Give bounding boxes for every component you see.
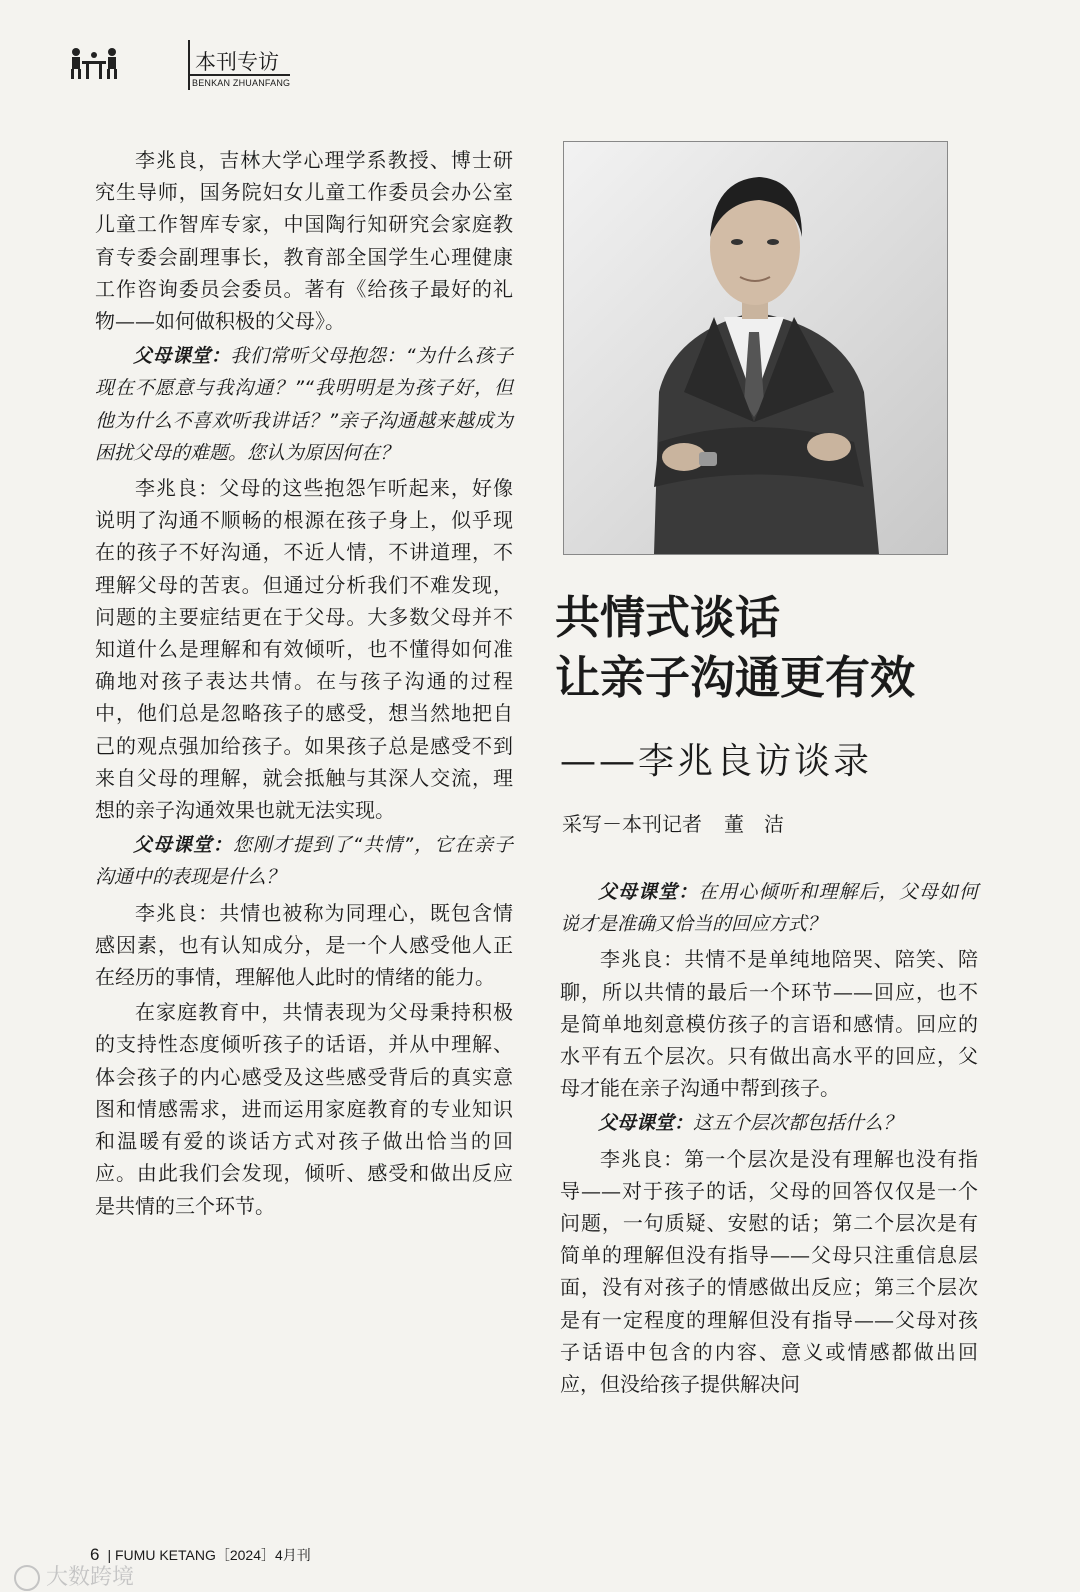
- header-divider: [188, 40, 190, 90]
- watermark-text: 大数跨境: [46, 1565, 135, 1590]
- question-text: 我们常听父母抱怨：“为什么孩子现在不愿意与我沟通？”“我明明是为孩子好，但他为什么不喜欢听我讲话？”亲子沟通越来越成为困扰父母的难题。您认为原因何在？: [95, 345, 513, 464]
- watermark: [14, 1560, 134, 1591]
- answer-text: 共情也被称为同理心，既包含情感因素，也有认知成分，是一个人感受他人正在经历的事情，理解他人此时的情绪的能力。: [95, 900, 514, 990]
- answer-1: [95, 472, 513, 826]
- byline-name: 董 洁: [724, 812, 784, 836]
- right-column: [560, 876, 978, 1403]
- article-title: [555, 588, 1015, 708]
- question-2: [95, 829, 513, 893]
- left-column: [95, 144, 513, 1225]
- question-4: [560, 1107, 978, 1139]
- answer-4: [560, 1143, 978, 1401]
- answer-text: 共情不是单纯地陪哭、陪笑、陪聊，所以共情的最后一个环节——回应，也不是简单地刻意模仿孩子的言语和感情。回应的水平有五个层次。只有做出高水平的回应，父母才能在亲子沟通中帮到孩子。: [560, 947, 979, 1101]
- answer-2: [95, 897, 513, 994]
- question-text: 您刚才提到了“共情”，它在亲子沟通中的表现是什么？: [95, 834, 513, 889]
- question-label: 父母课堂：: [133, 345, 231, 368]
- question-label: 父母课堂：: [598, 1112, 694, 1135]
- portrait-illustration: [564, 142, 947, 554]
- answer-label: 李兆良：: [600, 1146, 685, 1171]
- family-table-logo-icon: [68, 46, 120, 80]
- family-education-paragraph: 在家庭教育中，共情表现为父母秉持积极的支持性态度倾听孩子的话语，并从中理解、体会孩子的内心感受及这些感受背后的真实意图和情感需求，进而运用家庭教育的专业知识和温暖有爱的谈话方式对孩子做出恰当的回应。由此我们会发现，倾听、感受和做出反应是共情的三个环节。: [95, 1000, 513, 1218]
- title-line-1: 共情式谈话: [555, 591, 781, 644]
- header-underline: [190, 74, 290, 76]
- byline-label: 采写－本刊记者: [562, 812, 702, 836]
- answer-text: 第一个层次是没有理解也没有指导——对于孩子的话，父母的回答仅仅是一个问题，一句质疑、安慰的话；第二个层次是有简单的理解但没有指导——父母只注重信息层面，没有对孩子的情感做出反应；第三个层次是有一定程度的理解但没有指导——父母对孩子话语中包含的内容、意义或情感都做出回应，但没给孩子提供解决问: [560, 1146, 979, 1397]
- title-line-2: 让亲子沟通更有效: [555, 651, 916, 704]
- intro-paragraph: 李兆良，吉林大学心理学系教授、博士研究生导师，国务院妇女儿童工作委员会办公室儿童工作智库专家，中国陶行知研究会家庭教育专委会副理事长，教育部全国学生心理健康工作咨询委员会委员。著有《给孩子最好的礼物——如何做积极的父母》。: [95, 148, 513, 334]
- article-subtitle: ——李兆良访谈录: [560, 741, 873, 782]
- question-label: 父母课堂：: [133, 834, 233, 857]
- answer-label: 李兆良：: [135, 900, 220, 925]
- answer-text: 父母的这些抱怨乍听起来，好像说明了沟通不顺畅的根源在孩子身上，似乎现在的孩子不好沟通，不近人情，不讲道理，不理解父母的苦衷。但通过分析我们不难发现，问题的主要症结更在于父母。大多数父母并不知道什么是理解和有效倾听，也不懂得如何准确地对孩子表达共情。在与孩子沟通的过程中，他们总是忽略孩子的感受，想当然地把自己的观点强加给孩子。如果孩子总是感受不到来自父母的理解，就会抵触与其深人交流，理想的亲子沟通效果也就无法实现。: [95, 476, 514, 823]
- journal-info: | FUMU KETANG［2024］4月刊: [107, 1547, 311, 1563]
- page-number: 6: [90, 1545, 100, 1564]
- answer-label: 李兆良：: [600, 947, 685, 972]
- question-1: [95, 340, 513, 469]
- question-text: 在用心倾听和理解后，父母如何说才是准确又恰当的回应方式？: [560, 881, 978, 936]
- answer-3: [560, 943, 978, 1104]
- section-header: [68, 40, 368, 92]
- watermark-logo-icon: [14, 1565, 40, 1591]
- interviewee-photo: [563, 141, 948, 555]
- answer-label: 李兆良：: [135, 476, 220, 501]
- question-text: 这五个层次都包括什么？: [693, 1112, 903, 1135]
- question-3: [560, 876, 978, 940]
- section-subtitle: BENKAN ZHUANFANG: [192, 78, 291, 88]
- question-label: 父母课堂：: [598, 881, 699, 903]
- byline: [562, 808, 784, 837]
- section-title: 本刊专访: [195, 50, 279, 74]
